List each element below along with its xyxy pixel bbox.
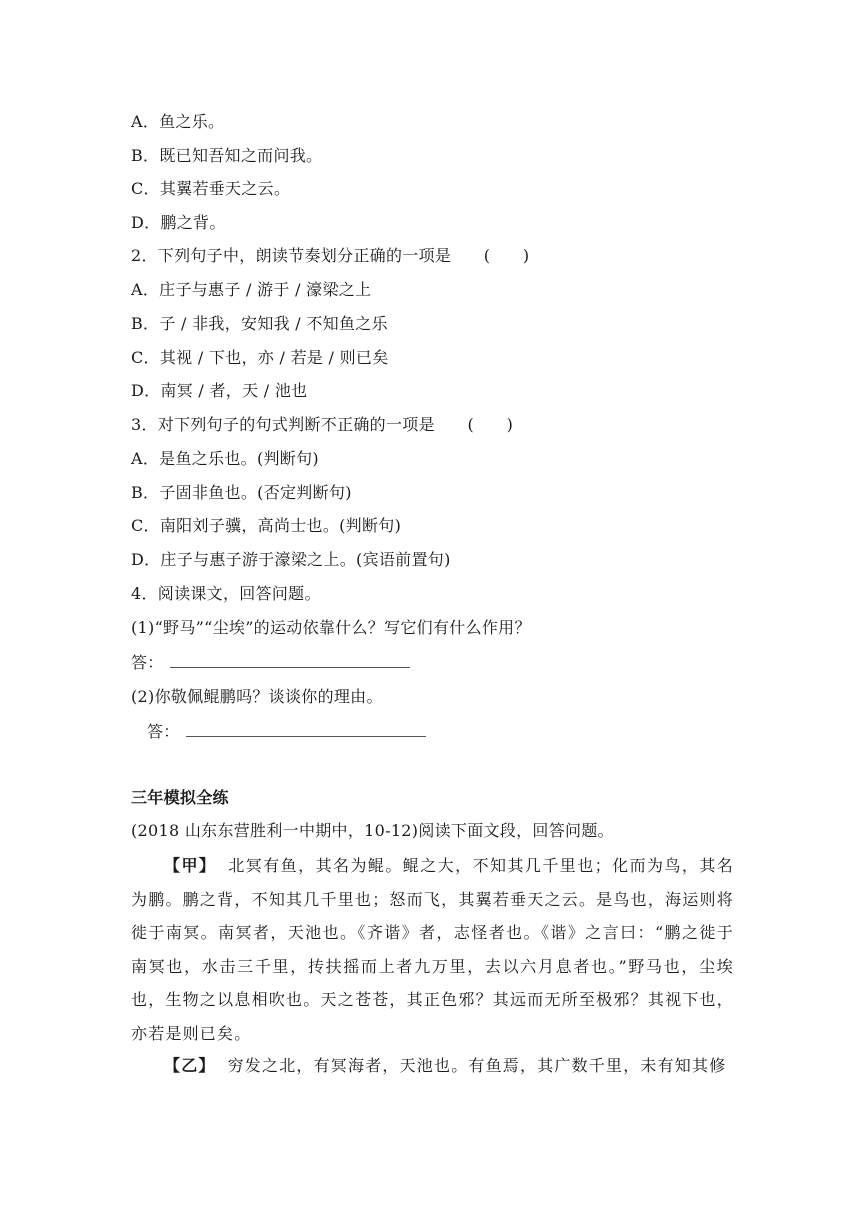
q4-sub2: (2)你敬佩鲲鹏吗？谈谈你的理由。 xyxy=(131,687,383,706)
q2-stem: 2．下列句子中，朗读节奏划分正确的一项是 ( ) xyxy=(131,246,530,265)
answer-blank[interactable] xyxy=(186,720,426,737)
q1-option-b: B．既已知吾知之而问我。 xyxy=(131,146,323,165)
q3-option-a: A．是鱼之乐也。(判断句) xyxy=(131,449,319,468)
answer-blank[interactable] xyxy=(170,651,410,668)
q1-option-d: D．鹏之背。 xyxy=(131,213,226,232)
q3-option-d: D．庄子与惠子游于濠梁之上。(宾语前置句) xyxy=(131,550,451,569)
q4-answer-2 xyxy=(147,720,426,743)
q2-option-b: B．子 / 非我，安知我 / 不知鱼之乐 xyxy=(131,314,388,333)
answer-label: 答： xyxy=(147,722,180,741)
answer-label: 答： xyxy=(131,653,164,672)
q1-option-a: A．鱼之乐。 xyxy=(131,112,225,131)
q2-option-a: A．庄子与惠子 / 游于 / 濠梁之上 xyxy=(131,280,372,299)
passage-text: 穷发之北，有冥海者，天池也。有鱼焉，其广数千里，未有知其修 xyxy=(227,1056,727,1075)
passage-yi xyxy=(131,1049,734,1083)
q4-sub1: (1)“野马”“尘埃”的运动依靠什么？写它们有什么作用？ xyxy=(131,618,531,637)
passage-jia xyxy=(131,849,734,1050)
q4-answer-1 xyxy=(131,651,410,674)
q3-stem: 3．对下列句子的句式判断不正确的一项是 ( ) xyxy=(131,415,514,434)
q3-option-c: C．南阳刘子骥，高尚士也。(判断句) xyxy=(131,516,402,535)
section-source: (2018 山东东营胜利一中期中，10-12)阅读下面文段，回答问题。 xyxy=(131,821,614,840)
section-title: 三年模拟全练 xyxy=(131,788,229,807)
q3-option-b: B．子固非鱼也。(否定判断句) xyxy=(131,483,352,502)
passage-text: 北冥有鱼，其名为鲲。鲲之大，不知其几千里也；化而为鸟，其名为鹏。鹏之背，不知其几千里也；怒而飞，其翼若垂天之云。是鸟也，海运则将徙于南冥。南冥者，天池也。《齐谐》者，志怪者也。《谐》之言曰：“鹏之徙于南冥也，水击三千里，抟扶摇而上者九万里，去以六月息者也。”野马也，尘埃也，生物之以息相吹也。天之苍苍，其正色邪？其远而无所至极邪？其视下也，亦若是则已矣。 xyxy=(131,856,734,1043)
q2-option-c: C．其视 / 下也，亦 / 若是 / 则已矣 xyxy=(131,348,389,367)
passage-tag: 【甲】 xyxy=(164,856,217,875)
q4-stem: 4．阅读课文，回答问题。 xyxy=(131,584,321,603)
q1-option-c: C．其翼若垂天之云。 xyxy=(131,179,291,198)
passage-tag: 【乙】 xyxy=(164,1056,216,1075)
q2-option-d: D．南冥 / 者，天 / 池也 xyxy=(131,381,308,400)
